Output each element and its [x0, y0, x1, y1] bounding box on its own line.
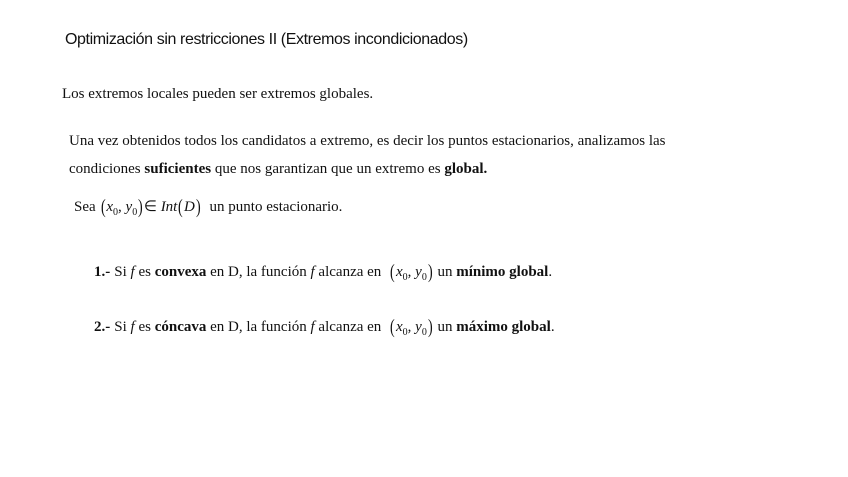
interior-operator: Int — [160, 199, 178, 215]
paren-open: ( — [100, 196, 106, 218]
item-text: alcanza en — [314, 264, 382, 280]
element-of-symbol: ∈ — [143, 199, 157, 215]
condition-item-1: 1.- Si f es convexa en D, la función f alcanza en ($x_0$, $y_0$) un mínimo global. — [94, 261, 553, 283]
paragraph-text: condiciones — [69, 161, 145, 177]
subscript: 0 — [113, 207, 119, 218]
paren-close: ) — [138, 196, 143, 218]
item-text: . — [548, 264, 553, 280]
paren-open: ( — [390, 261, 395, 283]
paren-close: ) — [195, 196, 201, 218]
subscript: 0 — [402, 272, 408, 283]
subscript: 0 — [132, 207, 138, 218]
item-text: un — [437, 319, 457, 335]
emphasis-suficientes: suficientes — [144, 161, 212, 177]
emphasis-result: máximo global — [456, 319, 551, 335]
function-f: f — [130, 319, 135, 335]
item-text: Si — [114, 319, 131, 335]
item-number: 1.- — [94, 264, 111, 280]
emphasis-convexa: convexa — [154, 264, 207, 280]
sea-tail: un punto estacionario. — [209, 199, 343, 215]
function-f: f — [310, 264, 315, 280]
item-text: en D, la función — [206, 319, 311, 335]
emphasis-result: mínimo global — [456, 264, 549, 280]
subtitle: Los extremos locales pueden ser extremos globales. — [62, 86, 374, 102]
paren-close: ) — [427, 316, 433, 338]
var-x: x — [395, 319, 403, 335]
emphasis-global: global. — [444, 161, 488, 177]
stationary-point-statement: Sea ($x_0$, $y_0)\in$ Int(D) un punto estacionario. — [74, 196, 343, 218]
paren-close: ) — [427, 261, 433, 283]
subscript: 0 — [421, 272, 427, 283]
var-y: y — [125, 199, 133, 215]
function-f: f — [310, 319, 315, 335]
item-text: es — [134, 319, 155, 335]
paragraph-text: que nos garantizan que un extremo es — [211, 161, 445, 177]
paragraph-line-1: Una vez obtenidos todos los candidatos a extremo, es decir los puntos estacionarios, analizamos las — [69, 133, 666, 149]
subscript: 0 — [421, 327, 427, 338]
item-text: alcanza en — [314, 319, 382, 335]
var-x: x — [106, 199, 114, 215]
item-number: 2.- — [94, 319, 111, 335]
domain-D: D — [184, 199, 195, 215]
var-x: x — [395, 264, 403, 280]
var-y: y — [415, 319, 422, 335]
var-y: y — [415, 264, 422, 280]
sea-word: Sea — [74, 199, 96, 215]
item-text: en D, la función — [206, 264, 311, 280]
emphasis-concava: cóncava — [154, 319, 207, 335]
subscript: 0 — [402, 327, 408, 338]
paren-open: ( — [178, 196, 184, 218]
condition-item-2: 2.- Si f es cóncava en D, la función f alcanza en ($x_0$, $y_0$) un máximo global. — [94, 316, 555, 338]
paren-open: ( — [390, 316, 395, 338]
item-text: un — [437, 264, 457, 280]
slide-title: Optimización sin restricciones II (Extremos incondicionados) — [65, 31, 468, 48]
paragraph-line-2 — [69, 161, 487, 178]
item-text: Si — [114, 264, 131, 280]
item-text: . — [550, 319, 555, 335]
item-text: es — [134, 264, 155, 280]
function-f: f — [130, 264, 135, 280]
